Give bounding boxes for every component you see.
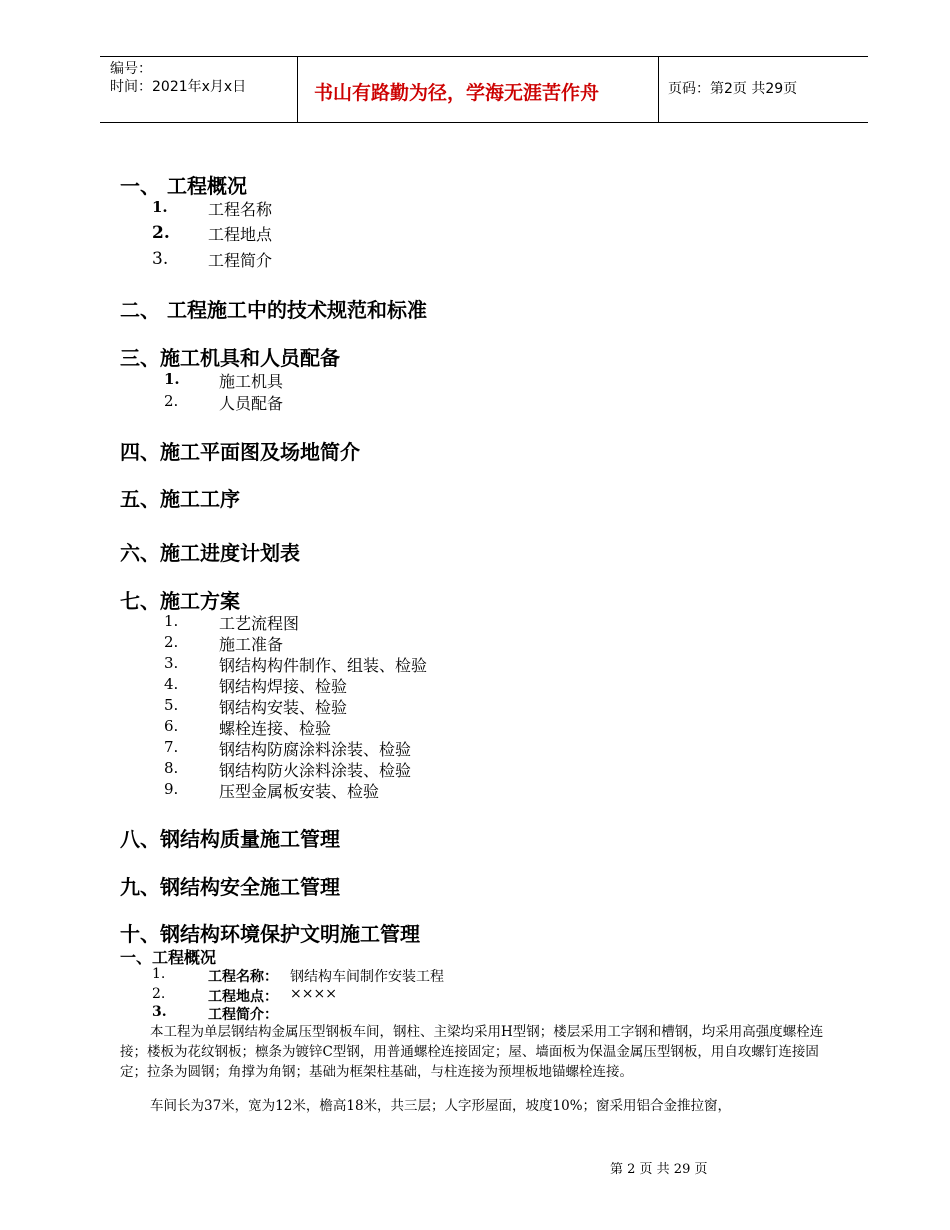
header-top-border <box>100 56 868 57</box>
toc-s7-item-3-label: 钢结构构件制作、组装、检验 <box>219 656 428 675</box>
toc-s7-item-5-label: 钢结构安装、检验 <box>219 698 348 717</box>
toc-s7-item-4-label: 钢结构焊接、检验 <box>219 677 348 696</box>
toc-s7-item-9-num: 9. <box>164 780 179 798</box>
header-bottom-border <box>100 122 868 123</box>
page-footer: 第 2 页 共 29 页 <box>610 1162 708 1177</box>
toc-section-3-title: 三、施工机具和人员配备 <box>120 346 340 370</box>
header-time-label: 时间：2021年x月x日 <box>110 79 247 95</box>
toc-s3-item-1-label: 施工机具 <box>219 372 284 391</box>
toc-section-2-title: 二、 工程施工中的技术规范和标准 <box>120 298 427 322</box>
toc-s1-item-3-num: 3. <box>152 249 169 269</box>
toc-s1-item-2-label: 工程地点 <box>208 225 273 244</box>
body-item-3-num: 3. <box>152 1004 167 1020</box>
toc-section-9-title: 九、钢结构安全施工管理 <box>120 875 340 899</box>
toc-section-6-title: 六、施工进度计划表 <box>120 541 300 565</box>
toc-section-10-title: 十、钢结构环境保护文明施工管理 <box>120 922 420 946</box>
toc-section-7-title: 七、施工方案 <box>120 589 240 613</box>
body-item-1-num: 1. <box>152 966 166 982</box>
header-page-label: 页码：第2页 共29页 <box>668 81 798 97</box>
body-item-2-num: 2. <box>152 986 166 1002</box>
toc-s7-item-7-label: 钢结构防腐涂料涂装、检验 <box>219 740 412 759</box>
body-paragraph-1: 本工程为单层钢结构金属压型钢板车间，钢柱、主梁均采用H型钢；楼层采用工字钢和槽钢，均采用高强度螺栓连接；楼板为花纹钢板；檩条为镀锌C型钢，用普通螺栓连接固定；屋、墙面板为保温金属压型钢板，用自攻螺钉连接固定；拉条为圆钢；角撑为角钢；基础为框架柱基础，与柱连接为预埋板地锚螺栓连接。 <box>120 1024 824 1080</box>
toc-section-1-title: 一、 工程概况 <box>120 174 247 198</box>
toc-s7-item-5-num: 5. <box>164 696 179 714</box>
body-paragraph-2: 车间长为37米，宽为12米，檐高18米，共三层；人字形屋面，坡度10%；窗采用铝合金推拉窗， <box>150 1098 732 1114</box>
toc-section-4-title: 四、施工平面图及场地简介 <box>120 440 360 464</box>
toc-s3-item-1-num: 1. <box>164 370 180 388</box>
body-item-3-label: 工程简介： <box>208 1007 278 1023</box>
header-divider-left <box>297 56 298 122</box>
toc-s1-item-1-num: 1. <box>152 198 168 216</box>
toc-s1-item-1-label: 工程名称 <box>208 200 273 219</box>
toc-section-8-title: 八、钢结构质量施工管理 <box>120 827 340 851</box>
toc-s7-item-2-num: 2. <box>164 633 179 651</box>
header-number-label: 编号： <box>110 61 152 77</box>
toc-s7-item-7-num: 7. <box>164 738 179 756</box>
toc-s7-item-1-label: 工艺流程图 <box>219 614 300 633</box>
toc-s7-item-9-label: 压型金属板安装、检验 <box>219 782 380 801</box>
toc-s7-item-3-num: 3. <box>164 654 179 672</box>
body-heading: 一、工程概况 <box>120 948 217 967</box>
toc-s7-item-8-label: 钢结构防火涂料涂装、检验 <box>219 761 412 780</box>
toc-s7-item-6-label: 螺栓连接、检验 <box>219 719 332 738</box>
toc-s7-item-8-num: 8. <box>164 759 179 777</box>
body-item-2-value: ×××× <box>290 986 337 1002</box>
header-motto: 书山有路勤为径，学海无涯苦作舟 <box>314 82 600 104</box>
toc-s3-item-2-label: 人员配备 <box>219 394 284 413</box>
toc-s7-item-4-num: 4. <box>164 675 179 693</box>
toc-s1-item-3-label: 工程简介 <box>208 251 273 270</box>
toc-section-5-title: 五、施工工序 <box>120 487 240 511</box>
toc-s7-item-6-num: 6. <box>164 717 179 735</box>
body-item-1-label: 工程名称： <box>208 969 278 985</box>
toc-s7-item-1-num: 1. <box>164 612 179 630</box>
toc-s3-item-2-num: 2. <box>164 392 179 410</box>
header-divider-right <box>658 56 659 122</box>
toc-s1-item-2-num: 2. <box>152 223 170 243</box>
toc-s7-item-2-label: 施工准备 <box>219 635 284 654</box>
body-item-1-value: 钢结构车间制作安装工程 <box>290 969 444 985</box>
body-item-2-label: 工程地点： <box>208 989 278 1005</box>
